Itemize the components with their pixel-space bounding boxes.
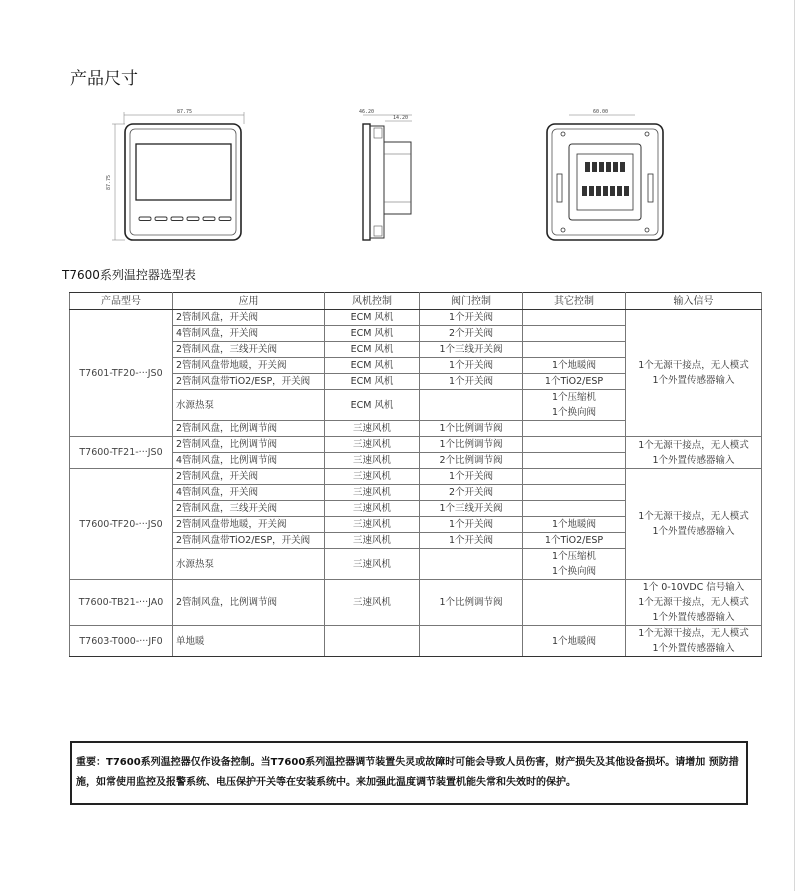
header-model: 产品型号 — [70, 293, 173, 310]
front-height-dim: 87.75 — [106, 174, 112, 190]
other-control-cell — [523, 453, 626, 469]
application-cell: 4管制风盘，开关阀 — [173, 485, 325, 501]
model-cell: T7600-TF21-···JS0 — [70, 437, 173, 469]
side-inner-dim: 14.20 — [393, 115, 409, 121]
other-control-cell — [523, 421, 626, 437]
back-width-dim: 60.00 — [593, 109, 609, 115]
fan-control-cell: ECM 风机 — [325, 310, 420, 326]
back-view-drawing — [535, 104, 675, 246]
application-cell: 2管制风盘，开关阀 — [173, 469, 325, 485]
important-notice: 重要：T7600系列温控器仅作设备控制。当T7600系列温控器调节装置失灵或故障时可能会导致人员伤害，财产损失及其他设备损坏。请增加 预防措施，如常使用监控及报警系统、电压保护开关等在安装系统中。来加强此温度调节装置机能失常和失效时的保护。 — [70, 741, 748, 805]
input-signal-cell: 1个无源干接点，无人模式 1个外置传感器输入 — [626, 310, 762, 437]
fan-control-cell: 三速风机 — [325, 580, 420, 626]
model-cell: T7603-T000-···JF0 — [70, 626, 173, 657]
valve-control-cell: 1个比例调节阀 — [420, 580, 523, 626]
side-depth-dim: 46.20 — [359, 109, 375, 115]
header-other-control: 其它控制 — [523, 293, 626, 310]
fan-control-cell: ECM 风机 — [325, 374, 420, 390]
valve-control-cell: 1个开关阀 — [420, 469, 523, 485]
application-cell: 2管制风盘带TiO2/ESP，开关阀 — [173, 533, 325, 549]
fan-control-cell: 三速风机 — [325, 517, 420, 533]
application-cell: 2管制风盘，三线开关阀 — [173, 342, 325, 358]
table-header-row — [70, 293, 762, 310]
valve-control-cell: 1个开关阀 — [420, 533, 523, 549]
application-cell: 2管制风盘带TiO2/ESP，开关阀 — [173, 374, 325, 390]
fan-control-cell: 三速风机 — [325, 437, 420, 453]
other-control-cell — [523, 310, 626, 326]
fan-control-cell: 三速风机 — [325, 501, 420, 517]
front-width-dim: 87.75 — [177, 109, 193, 115]
header-input-signal: 输入信号 — [626, 293, 762, 310]
fan-control-cell — [325, 626, 420, 657]
table-row — [70, 580, 762, 626]
valve-control-cell: 1个比例调节阀 — [420, 421, 523, 437]
valve-control-cell — [420, 549, 523, 580]
fan-control-cell: 三速风机 — [325, 421, 420, 437]
header-application: 应用 — [173, 293, 325, 310]
other-control-cell — [523, 580, 626, 626]
input-signal-cell: 1个无源干接点，无人模式 1个外置传感器输入 — [626, 437, 762, 469]
model-cell: T7601-TF20-···JS0 — [70, 310, 173, 437]
fan-control-cell: 三速风机 — [325, 453, 420, 469]
valve-control-cell: 1个三线开关阀 — [420, 342, 523, 358]
other-control-cell: 1个地暖阀 — [523, 358, 626, 374]
other-control-cell — [523, 342, 626, 358]
model-cell: T7600-TF20-···JS0 — [70, 469, 173, 580]
fan-control-cell: ECM 风机 — [325, 390, 420, 421]
other-control-cell — [523, 469, 626, 485]
application-cell: 2管制风盘，比例调节阀 — [173, 580, 325, 626]
application-cell: 2管制风盘，比例调节阀 — [173, 437, 325, 453]
header-fan-control: 风机控制 — [325, 293, 420, 310]
fan-control-cell: 三速风机 — [325, 549, 420, 580]
other-control-cell — [523, 501, 626, 517]
table-caption: T7600系列温控器选型表 — [62, 268, 196, 282]
section-title: 产品尺寸 — [70, 69, 138, 89]
table-row — [70, 626, 762, 657]
valve-control-cell: 1个比例调节阀 — [420, 437, 523, 453]
fan-control-cell: 三速风机 — [325, 485, 420, 501]
table-body — [70, 310, 762, 657]
application-cell: 2管制风盘，比例调节阀 — [173, 421, 325, 437]
fan-control-cell: 三速风机 — [325, 469, 420, 485]
other-control-cell — [523, 326, 626, 342]
application-cell: 单地暖 — [173, 626, 325, 657]
other-control-cell — [523, 485, 626, 501]
other-control-cell: 1个地暖阀 — [523, 517, 626, 533]
valve-control-cell — [420, 390, 523, 421]
fan-control-cell: ECM 风机 — [325, 326, 420, 342]
application-cell: 2管制风盘带地暖，开关阀 — [173, 358, 325, 374]
input-signal-cell: 1个无源干接点，无人模式 1个外置传感器输入 — [626, 626, 762, 657]
application-cell: 2管制风盘带地暖，开关阀 — [173, 517, 325, 533]
application-cell: 水源热泵 — [173, 390, 325, 421]
fan-control-cell: ECM 风机 — [325, 358, 420, 374]
application-cell: 4管制风盘，开关阀 — [173, 326, 325, 342]
input-signal-cell: 1个 0-10VDC 信号输入 1个无源干接点，无人模式 1个外置传感器输入 — [626, 580, 762, 626]
other-control-cell: 1个TiO2/ESP — [523, 533, 626, 549]
valve-control-cell: 1个开关阀 — [420, 310, 523, 326]
valve-control-cell: 2个比例调节阀 — [420, 453, 523, 469]
application-cell: 4管制风盘，比例调节阀 — [173, 453, 325, 469]
other-control-cell — [523, 437, 626, 453]
valve-control-cell: 1个开关阀 — [420, 358, 523, 374]
other-control-cell: 1个压缩机 1个换向阀 — [523, 390, 626, 421]
header-valve-control: 阀门控制 — [420, 293, 523, 310]
valve-control-cell: 2个开关阀 — [420, 485, 523, 501]
valve-control-cell: 1个三线开关阀 — [420, 501, 523, 517]
valve-control-cell — [420, 626, 523, 657]
other-control-cell: 1个压缩机 1个换向阀 — [523, 549, 626, 580]
valve-control-cell: 1个开关阀 — [420, 374, 523, 390]
table-row — [70, 437, 762, 453]
front-view-drawing — [105, 104, 250, 246]
side-view-drawing — [355, 104, 415, 246]
fan-control-cell: ECM 风机 — [325, 342, 420, 358]
other-control-cell: 1个TiO2/ESP — [523, 374, 626, 390]
application-cell: 水源热泵 — [173, 549, 325, 580]
model-selection-table — [69, 292, 762, 657]
application-cell: 2管制风盘，开关阀 — [173, 310, 325, 326]
valve-control-cell: 2个开关阀 — [420, 326, 523, 342]
table-row — [70, 469, 762, 485]
input-signal-cell: 1个无源干接点，无人模式 1个外置传感器输入 — [626, 469, 762, 580]
model-cell: T7600-TB21-···JA0 — [70, 580, 173, 626]
table-row — [70, 310, 762, 326]
valve-control-cell: 1个开关阀 — [420, 517, 523, 533]
application-cell: 2管制风盘，三线开关阀 — [173, 501, 325, 517]
other-control-cell: 1个地暖阀 — [523, 626, 626, 657]
fan-control-cell: 三速风机 — [325, 533, 420, 549]
